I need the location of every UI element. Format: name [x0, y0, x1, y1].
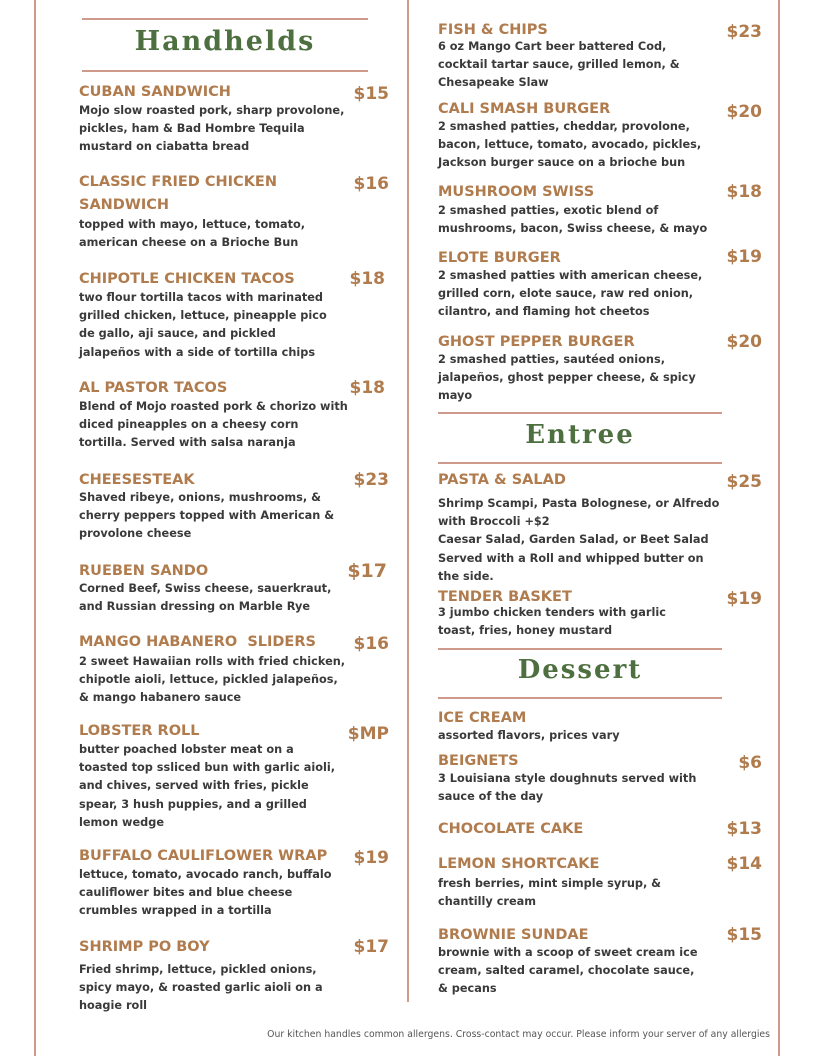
dessert-bottom-rule — [438, 697, 722, 699]
item-description: topped with mayo, lettuce, tomato, american cheese on a Brioche Bun — [79, 218, 306, 250]
item-description: lettuce, tomato, avocado ranch, buffalo cauliflower bites and blue cheese crumbles wrapped in a tortilla — [79, 868, 332, 918]
handhelds-heading: Handhelds — [134, 26, 316, 57]
item-name: FISH & CHIPS — [438, 22, 548, 38]
item-price: $13 — [726, 819, 762, 839]
item-name: ICE CREAM — [438, 710, 527, 726]
item-price: $17 — [353, 937, 389, 957]
item-name: CLASSIC FRIED CHICKEN SANDWICH — [79, 174, 277, 213]
allergen-notice: Our kitchen handles common allergens. Cross-contact may occur. Please inform your server of any allergies — [267, 1029, 770, 1040]
item-name: ELOTE BURGER — [438, 250, 561, 266]
item-price: $18 — [726, 182, 762, 202]
item-description: 2 sweet Hawaiian rolls with fried chicken, chipotle aioli, lettuce, pickled jalapeños, & mango habanero sauce — [79, 655, 346, 705]
item-description: 6 oz Mango Cart beer battered Cod, cocktail tartar sauce, grilled lemon, & Chesapeake Slaw — [438, 40, 680, 90]
item-name: CALI SMASH BURGER — [438, 101, 611, 117]
item-price: $15 — [726, 925, 762, 945]
item-price: $17 — [347, 560, 387, 582]
item-price: $15 — [353, 84, 389, 104]
item-description: 2 smashed patties, cheddar, provolone, bacon, lettuce, tomato, avocado, pickles, Jackson burger sauce on a brioche bun — [438, 120, 702, 170]
item-name: SHRIMP PO BOY — [79, 939, 210, 955]
item-price: $25 — [726, 472, 762, 492]
entree-bottom-rule — [438, 462, 722, 464]
item-price: $20 — [726, 102, 762, 122]
item-name: BEIGNETS — [438, 753, 519, 769]
handhelds-top-rule — [82, 18, 368, 20]
item-description: 2 smashed patties, exotic blend of mushrooms, bacon, Swiss cheese, & mayo — [438, 204, 708, 236]
item-price: $MP — [347, 724, 389, 744]
item-name: GHOST PEPPER BURGER — [438, 334, 635, 350]
item-price: $18 — [349, 378, 385, 398]
item-description: two flour tortilla tacos with marinated grilled chicken, lettuce, pineapple pico de gallo, aji sauce, and pickled jalapeños with a side of tortilla chips — [79, 291, 327, 359]
item-name: LOBSTER ROLL — [79, 723, 200, 739]
item-name: CHIPOTLE CHICKEN TACOS — [79, 271, 295, 287]
item-description: brownie with a scoop of sweet cream ice cream, salted caramel, chocolate sauce, & pecans — [438, 946, 698, 996]
item-description: Fried shrimp, lettuce, pickled onions, spicy mayo, & roasted garlic aioli on a hoagie roll — [79, 963, 323, 1013]
item-name: CUBAN SANDWICH — [79, 84, 231, 100]
center-divider-line — [407, 0, 409, 1002]
item-name: CHOCOLATE CAKE — [438, 821, 584, 837]
item-description: fresh berries, mint simple syrup, & chantilly cream — [438, 877, 662, 909]
item-price: $23 — [726, 22, 762, 42]
item-name: MANGO HABANERO SLIDERS — [79, 634, 316, 650]
item-name: BROWNIE SUNDAE — [438, 927, 589, 943]
left-border-line — [34, 0, 36, 1056]
item-price: $16 — [353, 634, 389, 654]
item-price: $18 — [349, 269, 385, 289]
right-border-line — [778, 0, 780, 1056]
item-price: $19 — [726, 247, 762, 267]
item-description: 2 smashed patties with american cheese, grilled corn, elote sauce, raw red onion, cilantro, and flaming hot cheetos — [438, 269, 703, 319]
item-description: 2 smashed patties, sautéed onions, jalapeños, ghost pepper cheese, & spicy mayo — [438, 353, 696, 403]
item-name: PASTA & SALAD — [438, 472, 566, 488]
item-price: $19 — [353, 848, 389, 868]
item-description: Shaved ribeye, onions, mushrooms, & cherry peppers topped with American & provolone cheese — [79, 491, 335, 541]
item-description: Shrimp Scampi, Pasta Bolognese, or Alfredo with Broccoli +$2 Caesar Salad, Garden Salad, or Beet Salad Served with a Roll and whipped butter on the side. — [438, 497, 720, 583]
item-description: 3 jumbo chicken tenders with garlic toast, fries, honey mustard — [438, 606, 666, 638]
item-price: $14 — [726, 854, 762, 874]
item-description: Blend of Mojo roasted pork & chorizo with diced pineapples on a cheesy corn tortilla. Served with salsa naranja — [79, 400, 348, 450]
item-price: $19 — [726, 589, 762, 609]
item-description: 3 Louisiana style doughnuts served with sauce of the day — [438, 772, 697, 804]
item-description: butter poached lobster meat on a toasted top ssliced bun with garlic aioli, and chives, served with fries, pickle spear, 3 hush puppies, and a grilled lemon wedge — [79, 743, 336, 829]
item-name: LEMON SHORTCAKE — [438, 856, 600, 872]
item-price: $16 — [353, 174, 389, 194]
item-name: CHEESESTEAK — [79, 472, 195, 488]
item-description: assorted flavors, prices vary — [438, 729, 620, 742]
item-description: Corned Beef, Swiss cheese, sauerkraut, and Russian dressing on Marble Rye — [79, 582, 332, 614]
item-price: $23 — [353, 470, 389, 490]
item-name: MUSHROOM SWISS — [438, 184, 595, 200]
item-name: BUFFALO CAULIFLOWER WRAP — [79, 848, 328, 864]
item-price: $6 — [738, 753, 762, 773]
entree-top-rule — [438, 412, 722, 414]
handhelds-bottom-rule — [82, 70, 368, 72]
dessert-heading: Dessert — [517, 655, 643, 685]
item-description: Mojo slow roasted pork, sharp provolone, pickles, ham & Bad Hombre Tequila mustard on ciabatta bread — [79, 104, 345, 154]
item-price: $20 — [726, 332, 762, 352]
item-name: AL PASTOR TACOS — [79, 380, 228, 396]
item-name: TENDER BASKET — [438, 589, 572, 605]
dessert-top-rule — [438, 648, 722, 650]
entree-heading: Entree — [525, 420, 635, 450]
item-name: RUEBEN SANDO — [79, 563, 209, 579]
